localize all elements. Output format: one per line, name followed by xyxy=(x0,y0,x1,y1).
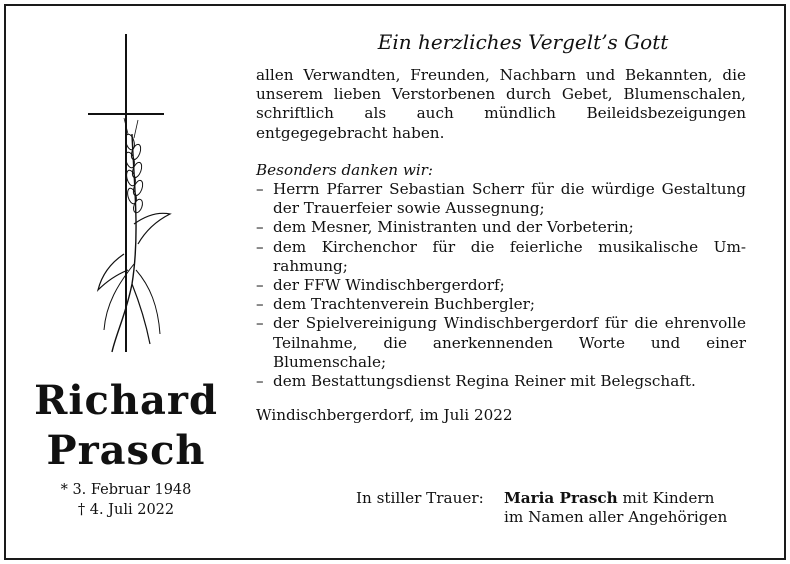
birth-date: * 3. Februar 1948 xyxy=(60,482,192,498)
thanks-list xyxy=(256,180,746,391)
list-item: – dem Mesner, Ministranten und der Vorbeterin; xyxy=(256,218,746,237)
deceased-first-name: Richard xyxy=(34,377,218,424)
mourner-line-2: im Namen aller Angehörigen xyxy=(504,508,728,526)
thanks-column xyxy=(256,28,746,526)
mourners xyxy=(504,489,727,527)
list-item: – Herrn Pfarrer Sebastian Scherr für die würdige Gestaltung der Trauerfeier sowie Aussegnung; xyxy=(256,180,746,218)
deceased-last-name: Prasch xyxy=(46,427,206,474)
notice-heading: Ein herzliches Vergelt’s Gott xyxy=(377,30,669,54)
thanks-heading: Besonders danken wir: xyxy=(256,160,434,179)
list-item: – dem Bestattungsdienst Regina Reiner mit Belegschaft. xyxy=(256,372,746,391)
list-item: – der Spielvereinigung Windischbergerdorf für die ehrenvolle Teilnahme, die anerkennenden Worte und einer Blumenschale; xyxy=(256,314,746,372)
death-date: † 4. Juli 2022 xyxy=(77,502,175,518)
mourning-block xyxy=(356,489,751,529)
mourner-suffix: mit Kindern xyxy=(617,489,715,507)
place-date: Windischbergerdorf, im Juli 2022 xyxy=(256,406,513,425)
list-item: – dem Kirchenchor für die feierliche musikalische Umrahmung; xyxy=(256,238,746,276)
mourner-name: Maria Prasch xyxy=(504,489,618,507)
mourning-label: In stiller Trauer: xyxy=(356,489,484,507)
cross-with-wheat-icon xyxy=(88,34,184,364)
list-item: – dem Trachtenverein Buchbergler; xyxy=(256,295,746,314)
intro-paragraph: allen Verwandten, Freunden, Nachbarn und Bekannten, die unserem lieben Verstorbenen durch Gebet, Blumenschalen, schriftlich als auch mündlich Beileidsbezeigungen entgegegebracht haben. xyxy=(256,66,746,142)
deceased-column xyxy=(10,10,242,554)
list-item: – der FFW Windischbergerdorf; xyxy=(256,276,746,295)
